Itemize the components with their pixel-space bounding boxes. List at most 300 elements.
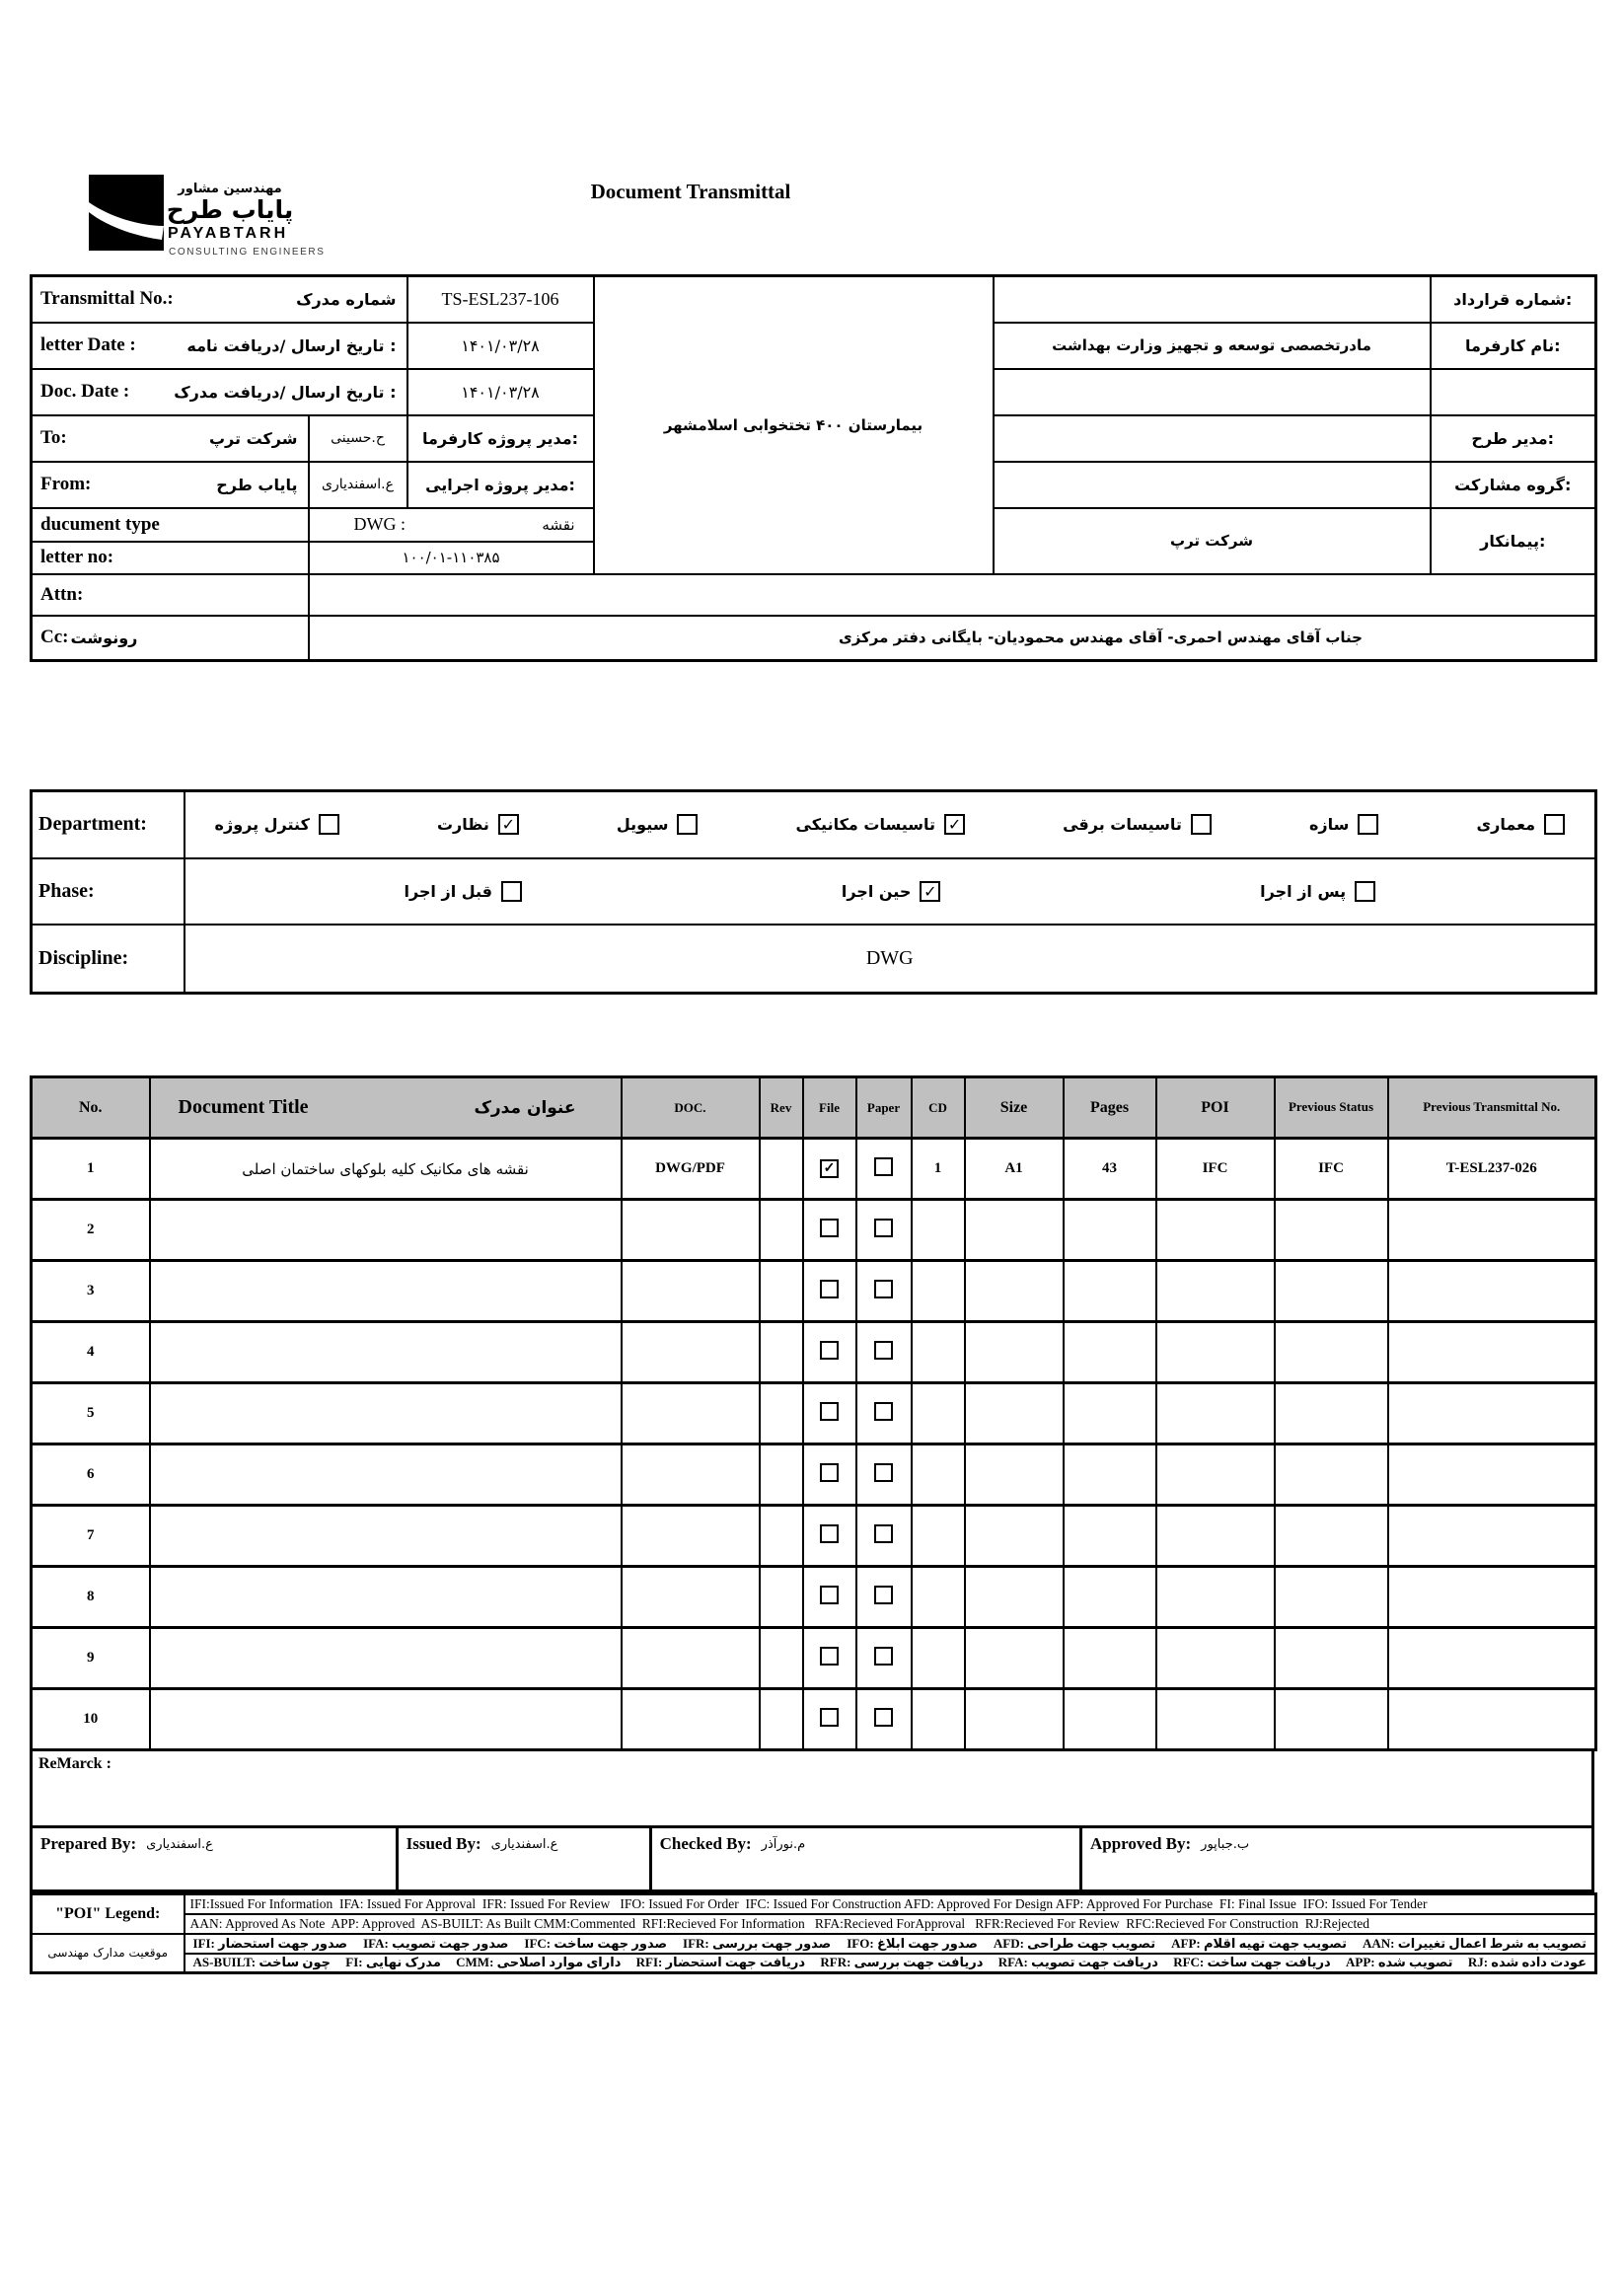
row-previous-transmittal <box>1388 1200 1596 1261</box>
row-paper-cell <box>856 1689 912 1750</box>
phase-before-execution[interactable] <box>404 881 522 902</box>
row-rev <box>760 1200 803 1261</box>
checked-by-name: م.نورآذر <box>761 1837 806 1852</box>
row-paper-cell <box>856 1322 912 1383</box>
table-row <box>32 1261 1596 1322</box>
table-row <box>32 1689 1596 1750</box>
row-paper-cell <box>856 1261 912 1322</box>
dept-mechanical[interactable] <box>796 814 965 835</box>
phase-option-label: پس از اجرا <box>1260 881 1347 901</box>
row-number: 1 <box>32 1139 150 1200</box>
row-doc-format: DWG/PDF <box>622 1139 760 1200</box>
paper-checkbox[interactable] <box>874 1280 893 1298</box>
discipline-label: Discipline: <box>32 925 185 994</box>
row-previous-status <box>1275 1444 1388 1506</box>
document-list-table <box>30 1075 1597 1751</box>
row-document-title <box>150 1322 622 1383</box>
row-size: A1 <box>965 1139 1064 1200</box>
file-checkbox[interactable] <box>820 1341 839 1360</box>
row-rev <box>760 1444 803 1506</box>
transmittal-info-table <box>30 274 1597 662</box>
legend-item: RJ: عودت داده شده <box>1467 1955 1587 1970</box>
empty-cell <box>994 369 1431 415</box>
row-paper-cell <box>856 1506 912 1567</box>
cc-label-fa: رونوشت <box>70 628 138 647</box>
logo-name-en: PAYABTARH <box>168 225 289 242</box>
file-checkbox[interactable] <box>820 1463 839 1482</box>
legend-item: RFC: دریافت جهت ساخت <box>1173 1955 1331 1970</box>
empty-cell <box>994 415 1431 462</box>
attn-value <box>309 574 1596 616</box>
cc-label-en: Cc: <box>40 627 69 648</box>
cc-value: جناب آقای مهندس احمری- آقای مهندس محمودیان- بایگانی دفتر مرکزی <box>309 616 1596 661</box>
legend-item: AS-BUILT: چون ساخت <box>192 1955 332 1970</box>
department-options-cell <box>185 791 1596 858</box>
letter-date-label-cell <box>32 323 407 369</box>
row-document-title <box>150 1444 622 1506</box>
row-number: 7 <box>32 1506 150 1567</box>
row-cd: 1 <box>912 1139 965 1200</box>
row-pages <box>1064 1322 1156 1383</box>
paper-checkbox[interactable] <box>874 1586 893 1604</box>
approved-by-name: ب.جباپور <box>1201 1837 1250 1852</box>
checkbox-icon[interactable] <box>1191 814 1212 835</box>
classification-table <box>30 789 1597 995</box>
phase-after-execution[interactable] <box>1260 881 1375 902</box>
dept-label: سازه <box>1308 815 1350 835</box>
row-rev <box>760 1506 803 1567</box>
row-number: 4 <box>32 1322 150 1383</box>
letter-no-label: letter no: <box>40 547 114 567</box>
legend-english-row-1: IFI:Issued For Information IFA: Issued For Approval IFR: Issued For Review IFO: Issued For Order IFC: Issued For Construction AFD: Approved For Design AFP: Approved For Purchase FI: Final Issue IFO: Issued For Tender <box>185 1894 1596 1914</box>
dept-label: نظارت <box>436 815 489 835</box>
partnership-label: گروه مشارکت: <box>1431 462 1596 508</box>
row-document-title <box>150 1261 622 1322</box>
paper-checkbox[interactable] <box>874 1157 893 1176</box>
row-size <box>965 1689 1064 1750</box>
row-file-cell <box>803 1506 856 1567</box>
row-file-cell <box>803 1628 856 1689</box>
to-cell <box>32 415 309 462</box>
row-number: 3 <box>32 1261 150 1322</box>
row-number: 10 <box>32 1689 150 1750</box>
dept-architecture[interactable] <box>1476 814 1565 835</box>
row-previous-transmittal <box>1388 1567 1596 1628</box>
approved-by-box <box>1082 1828 1591 1889</box>
row-previous-status <box>1275 1689 1388 1750</box>
row-doc-format <box>622 1383 760 1444</box>
signature-row <box>30 1825 1594 1892</box>
paper-checkbox[interactable] <box>874 1341 893 1360</box>
row-pages <box>1064 1689 1156 1750</box>
transmittal-no-value: TS-ESL237-106 <box>407 276 594 323</box>
col-header-paper: Paper <box>856 1077 912 1139</box>
row-rev <box>760 1139 803 1200</box>
checkbox-icon[interactable] <box>920 881 940 902</box>
dept-project-control[interactable] <box>215 814 339 835</box>
col-header-file: File <box>803 1077 856 1139</box>
exec-pm-label: مدیر پروژه اجرایی: <box>407 462 594 508</box>
to-label: To: <box>40 427 67 448</box>
file-checkbox[interactable] <box>820 1402 839 1421</box>
row-file-cell <box>803 1322 856 1383</box>
file-checkbox[interactable] <box>820 1524 839 1543</box>
remark-label: ReMarck : <box>38 1755 111 1772</box>
approved-by-label: Approved By: <box>1089 1834 1192 1853</box>
row-poi <box>1156 1628 1275 1689</box>
logo-name-fa: پایاب طرح <box>166 195 294 224</box>
client-pm-label: مدیر پروژه کارفرما: <box>407 415 594 462</box>
dept-label: تاسیسات برقی <box>1063 815 1182 835</box>
issued-by-name: ع.اسفندیاری <box>490 1837 558 1852</box>
row-size <box>965 1322 1064 1383</box>
paper-checkbox[interactable] <box>874 1402 893 1421</box>
row-poi <box>1156 1383 1275 1444</box>
row-poi <box>1156 1689 1275 1750</box>
paper-checkbox[interactable] <box>874 1463 893 1482</box>
row-previous-status <box>1275 1567 1388 1628</box>
legend-item: CMM: دارای موارد اصلاحی <box>456 1955 622 1970</box>
dept-electrical[interactable] <box>1063 814 1212 835</box>
row-previous-status <box>1275 1261 1388 1322</box>
row-number: 5 <box>32 1383 150 1444</box>
row-previous-status <box>1275 1322 1388 1383</box>
row-previous-transmittal <box>1388 1689 1596 1750</box>
table-row <box>32 1444 1596 1506</box>
row-paper-cell <box>856 1567 912 1628</box>
checkbox-icon[interactable] <box>498 814 519 835</box>
row-cd <box>912 1261 965 1322</box>
row-poi: IFC <box>1156 1139 1275 1200</box>
prepared-by-label: Prepared By: <box>40 1834 137 1853</box>
doc-type-fa: نقشه <box>542 515 575 534</box>
discipline-value: DWG <box>185 925 1596 994</box>
legend-item: IFI: صدور جهت استحضار <box>192 1935 348 1951</box>
legend-item: FI: مدرک نهایی <box>345 1955 441 1970</box>
row-poi <box>1156 1322 1275 1383</box>
row-file-cell <box>803 1444 856 1506</box>
col-header-pages: Pages <box>1064 1077 1156 1139</box>
row-document-title <box>150 1689 622 1750</box>
legend-item: RFI: دریافت جهت استحضار <box>635 1955 806 1970</box>
letter-date-value: ۱۴۰۱/۰۳/۲۸ <box>407 323 594 369</box>
file-checkbox[interactable] <box>820 1219 839 1237</box>
empty-cell <box>994 462 1431 508</box>
legend-fa-label: موقعیت مدارک مهندسی <box>32 1934 185 1973</box>
row-previous-transmittal <box>1388 1383 1596 1444</box>
dept-supervision[interactable] <box>437 814 519 835</box>
file-checkbox[interactable] <box>820 1647 839 1666</box>
issued-by-label: Issued By: <box>406 1834 481 1853</box>
col-header-size: Size <box>965 1077 1064 1139</box>
row-doc-format <box>622 1567 760 1628</box>
row-document-title <box>150 1628 622 1689</box>
empty-cell <box>1431 369 1596 415</box>
col-header-cd: CD <box>912 1077 965 1139</box>
row-poi <box>1156 1444 1275 1506</box>
row-document-title: نقشه های مکانیک کلیه بلوکهای ساختمان اصلی <box>150 1139 622 1200</box>
row-paper-cell <box>856 1444 912 1506</box>
row-size <box>965 1383 1064 1444</box>
transmittal-no-label-en: Transmittal No.: <box>40 288 174 310</box>
row-previous-transmittal: T-ESL237-026 <box>1388 1139 1596 1200</box>
row-poi <box>1156 1506 1275 1567</box>
col-header-title-fa: عنوان مدرک <box>474 1097 576 1118</box>
checkbox-icon[interactable] <box>1358 814 1378 835</box>
row-previous-transmittal <box>1388 1628 1596 1689</box>
row-pages <box>1064 1506 1156 1567</box>
contractor-label: پیمانکار: <box>1431 508 1596 574</box>
row-poi <box>1156 1567 1275 1628</box>
row-previous-status <box>1275 1383 1388 1444</box>
row-previous-status <box>1275 1506 1388 1567</box>
legend-item: APP: تصویب شده <box>1345 1955 1453 1970</box>
row-file-cell <box>803 1689 856 1750</box>
row-paper-cell <box>856 1383 912 1444</box>
row-file-cell <box>803 1200 856 1261</box>
row-doc-format <box>622 1506 760 1567</box>
row-pages <box>1064 1567 1156 1628</box>
phase-option-label: حین اجرا <box>841 881 912 901</box>
row-cd <box>912 1444 965 1506</box>
row-rev <box>760 1383 803 1444</box>
row-pages <box>1064 1628 1156 1689</box>
dept-label: سیویل <box>616 815 669 835</box>
legend-item: RFA: دریافت جهت تصویب <box>997 1955 1158 1970</box>
doc-date-label-fa: تاریخ ارسال /دریافت مدرک : <box>174 382 397 402</box>
file-checkbox[interactable] <box>820 1586 839 1604</box>
row-doc-format <box>622 1200 760 1261</box>
doc-date-label-cell <box>32 369 407 415</box>
row-cd <box>912 1567 965 1628</box>
row-cd <box>912 1628 965 1689</box>
legend-english-row-2: AAN: Approved As Note APP: Approved AS-BUILT: As Built CMM:Commented RFI:Recieved For Information RFA:Recieved ForApproval RFR:Recieved For Review RFC:Recieved For Construction RJ:Rejected <box>185 1914 1596 1934</box>
row-rev <box>760 1689 803 1750</box>
row-number: 9 <box>32 1628 150 1689</box>
col-header-previous-transmittal: Previous Transmittal No. <box>1388 1077 1596 1139</box>
paper-checkbox[interactable] <box>874 1708 893 1727</box>
poi-legend-label: "POI" Legend: <box>32 1894 185 1934</box>
checkbox-icon[interactable] <box>677 814 698 835</box>
row-doc-format <box>622 1689 760 1750</box>
legend-item: IFO: صدور جهت ابلاغ <box>847 1935 978 1951</box>
table-row <box>32 1383 1596 1444</box>
row-previous-status <box>1275 1628 1388 1689</box>
doc-type-value: DWG : <box>353 514 406 534</box>
row-document-title <box>150 1383 622 1444</box>
dept-label: معماری <box>1476 815 1535 835</box>
table-row <box>32 1628 1596 1689</box>
col-header-previous-status: Previous Status <box>1275 1077 1388 1139</box>
paper-checkbox[interactable] <box>874 1524 893 1543</box>
legend-item: RFR: دریافت جهت بررسی <box>820 1955 984 1970</box>
col-header-title-en: Document Title <box>178 1096 309 1118</box>
attn-label-cell <box>32 574 309 616</box>
col-header-doc: DOC. <box>622 1077 760 1139</box>
phase-option-label: قبل از اجرا <box>404 881 493 901</box>
checkbox-icon[interactable] <box>1355 881 1375 902</box>
row-size <box>965 1567 1064 1628</box>
row-cd <box>912 1383 965 1444</box>
row-pages <box>1064 1200 1156 1261</box>
row-rev <box>760 1322 803 1383</box>
row-rev <box>760 1628 803 1689</box>
row-pages <box>1064 1383 1156 1444</box>
paper-checkbox[interactable] <box>874 1647 893 1666</box>
legend-item: AFD: تصویب جهت طراحی <box>993 1935 1156 1951</box>
issued-by-box <box>399 1828 652 1889</box>
row-previous-transmittal <box>1388 1444 1596 1506</box>
file-checkbox[interactable] <box>820 1159 839 1178</box>
file-checkbox[interactable] <box>820 1708 839 1727</box>
row-document-title <box>150 1200 622 1261</box>
row-doc-format <box>622 1322 760 1383</box>
attn-label: Attn: <box>40 583 84 605</box>
row-file-cell <box>803 1383 856 1444</box>
row-size <box>965 1444 1064 1506</box>
transmittal-no-label-cell <box>32 276 407 323</box>
row-cd <box>912 1200 965 1261</box>
legend-item: IFR: صدور جهت بررسی <box>683 1935 832 1951</box>
row-pages <box>1064 1261 1156 1322</box>
doc-type-label-cell <box>32 508 309 542</box>
doc-table-body <box>32 1139 1596 1750</box>
row-paper-cell <box>856 1628 912 1689</box>
cc-label-cell <box>32 616 309 661</box>
letter-date-label-fa: تاریخ ارسال /دریافت نامه : <box>186 335 397 355</box>
client-name-value: مادرتخصصی توسعه و تجهیز وزارت بهداشت <box>994 323 1431 369</box>
row-cd <box>912 1506 965 1567</box>
department-label: Department: <box>32 791 185 858</box>
doc-date-value: ۱۴۰۱/۰۳/۲۸ <box>407 369 594 415</box>
legend-item: IFA: صدور جهت تصویب <box>363 1935 509 1951</box>
row-previous-status <box>1275 1200 1388 1261</box>
phase-label: Phase: <box>32 858 185 925</box>
project-name: بیمارستان ۴۰۰ تختخوابی اسلامشهر <box>594 276 994 574</box>
letter-no-label-cell <box>32 542 309 574</box>
row-rev <box>760 1567 803 1628</box>
row-poi <box>1156 1200 1275 1261</box>
row-document-title <box>150 1506 622 1567</box>
row-previous-status: IFC <box>1275 1139 1388 1200</box>
row-number: 2 <box>32 1200 150 1261</box>
paper-checkbox[interactable] <box>874 1219 893 1237</box>
row-cd <box>912 1689 965 1750</box>
col-header-no: No. <box>32 1077 150 1139</box>
checkbox-icon[interactable] <box>501 881 522 902</box>
contractor-value: شرکت ترپ <box>994 508 1431 574</box>
phase-options-cell <box>185 858 1596 925</box>
page-title: Document Transmittal <box>590 180 791 203</box>
row-size <box>965 1200 1064 1261</box>
row-previous-transmittal <box>1388 1506 1596 1567</box>
row-previous-transmittal <box>1388 1322 1596 1383</box>
row-file-cell <box>803 1567 856 1628</box>
logo-consultants-fa: مهندسین مشاور <box>178 182 282 196</box>
to-value: شرکت ترپ <box>208 428 298 448</box>
col-header-title <box>150 1077 622 1139</box>
company-logo-icon <box>89 175 164 251</box>
from-label: From: <box>40 474 92 494</box>
from-value: پایاب طرح <box>216 475 298 494</box>
legend-item: IFC: صدور جهت ساخت <box>524 1935 668 1951</box>
dept-structure[interactable] <box>1309 814 1378 835</box>
phase-options <box>185 881 1595 902</box>
prepared-by-box <box>33 1828 399 1889</box>
transmittal-no-label-fa: شماره مدرک <box>296 289 397 309</box>
legend-persian-row-2 <box>185 1954 1596 1973</box>
row-size <box>965 1628 1064 1689</box>
legend-item: AFP: تصویب جهت تهیه اقلام <box>1171 1935 1347 1951</box>
table-row <box>32 1322 1596 1383</box>
row-paper-cell <box>856 1200 912 1261</box>
row-file-cell <box>803 1261 856 1322</box>
exec-pm-name: ع.اسفندیاری <box>309 462 407 508</box>
letter-date-label-en: letter Date : <box>40 334 136 355</box>
row-number: 6 <box>32 1444 150 1506</box>
prepared-by-name: ع.اسفندیاری <box>146 1837 213 1852</box>
checkbox-icon[interactable] <box>319 814 339 835</box>
phase-during-execution[interactable] <box>842 881 940 902</box>
row-previous-transmittal <box>1388 1261 1596 1322</box>
project-manager-label: مدیر طرح: <box>1431 415 1596 462</box>
row-pages: 43 <box>1064 1139 1156 1200</box>
row-pages <box>1064 1444 1156 1506</box>
from-cell <box>32 462 309 508</box>
doc-type-value-cell <box>309 508 594 542</box>
col-header-rev: Rev <box>760 1077 803 1139</box>
client-pm-name: ح.حسینی <box>309 415 407 462</box>
doc-date-label-en: Doc. Date : <box>40 381 130 402</box>
checked-by-box <box>652 1828 1082 1889</box>
row-file-cell <box>803 1139 856 1200</box>
table-row <box>32 1506 1596 1567</box>
row-size <box>965 1261 1064 1322</box>
checkbox-icon[interactable] <box>1544 814 1565 835</box>
contract-no-label: شماره قرارداد: <box>1431 276 1596 323</box>
row-rev <box>760 1261 803 1322</box>
row-doc-format <box>622 1444 760 1506</box>
table-row <box>32 1200 1596 1261</box>
client-name-label: نام کارفرما: <box>1431 323 1596 369</box>
checkbox-icon[interactable] <box>944 814 965 835</box>
row-paper-cell <box>856 1139 912 1200</box>
row-poi <box>1156 1261 1275 1322</box>
row-cd <box>912 1322 965 1383</box>
doc-type-label: ducument type <box>40 513 160 535</box>
table-row <box>32 1567 1596 1628</box>
remark-section <box>30 1748 1594 1825</box>
table-row <box>32 1139 1596 1200</box>
checked-by-label: Checked By: <box>659 1834 752 1853</box>
department-options <box>185 814 1595 835</box>
file-checkbox[interactable] <box>820 1280 839 1298</box>
dept-label: تاسیسات مکانیکی <box>795 815 936 835</box>
dept-label: کنترل پروژه <box>214 815 310 835</box>
logo-subtitle-en: CONSULTING ENGINEERS <box>169 247 326 258</box>
row-size <box>965 1506 1064 1567</box>
letter-no-value: ۱۰۰/۰۱-۱۱۰۳۸۵ <box>309 542 594 574</box>
row-doc-format <box>622 1628 760 1689</box>
legend-item: AAN: تصویب به شرط اعمال تغییرات <box>1362 1935 1587 1951</box>
row-number: 8 <box>32 1567 150 1628</box>
poi-legend-table <box>30 1892 1597 1974</box>
dept-civil[interactable] <box>617 814 699 835</box>
row-document-title <box>150 1567 622 1628</box>
row-doc-format <box>622 1261 760 1322</box>
col-header-poi: POI <box>1156 1077 1275 1139</box>
contract-no-value <box>994 276 1431 323</box>
